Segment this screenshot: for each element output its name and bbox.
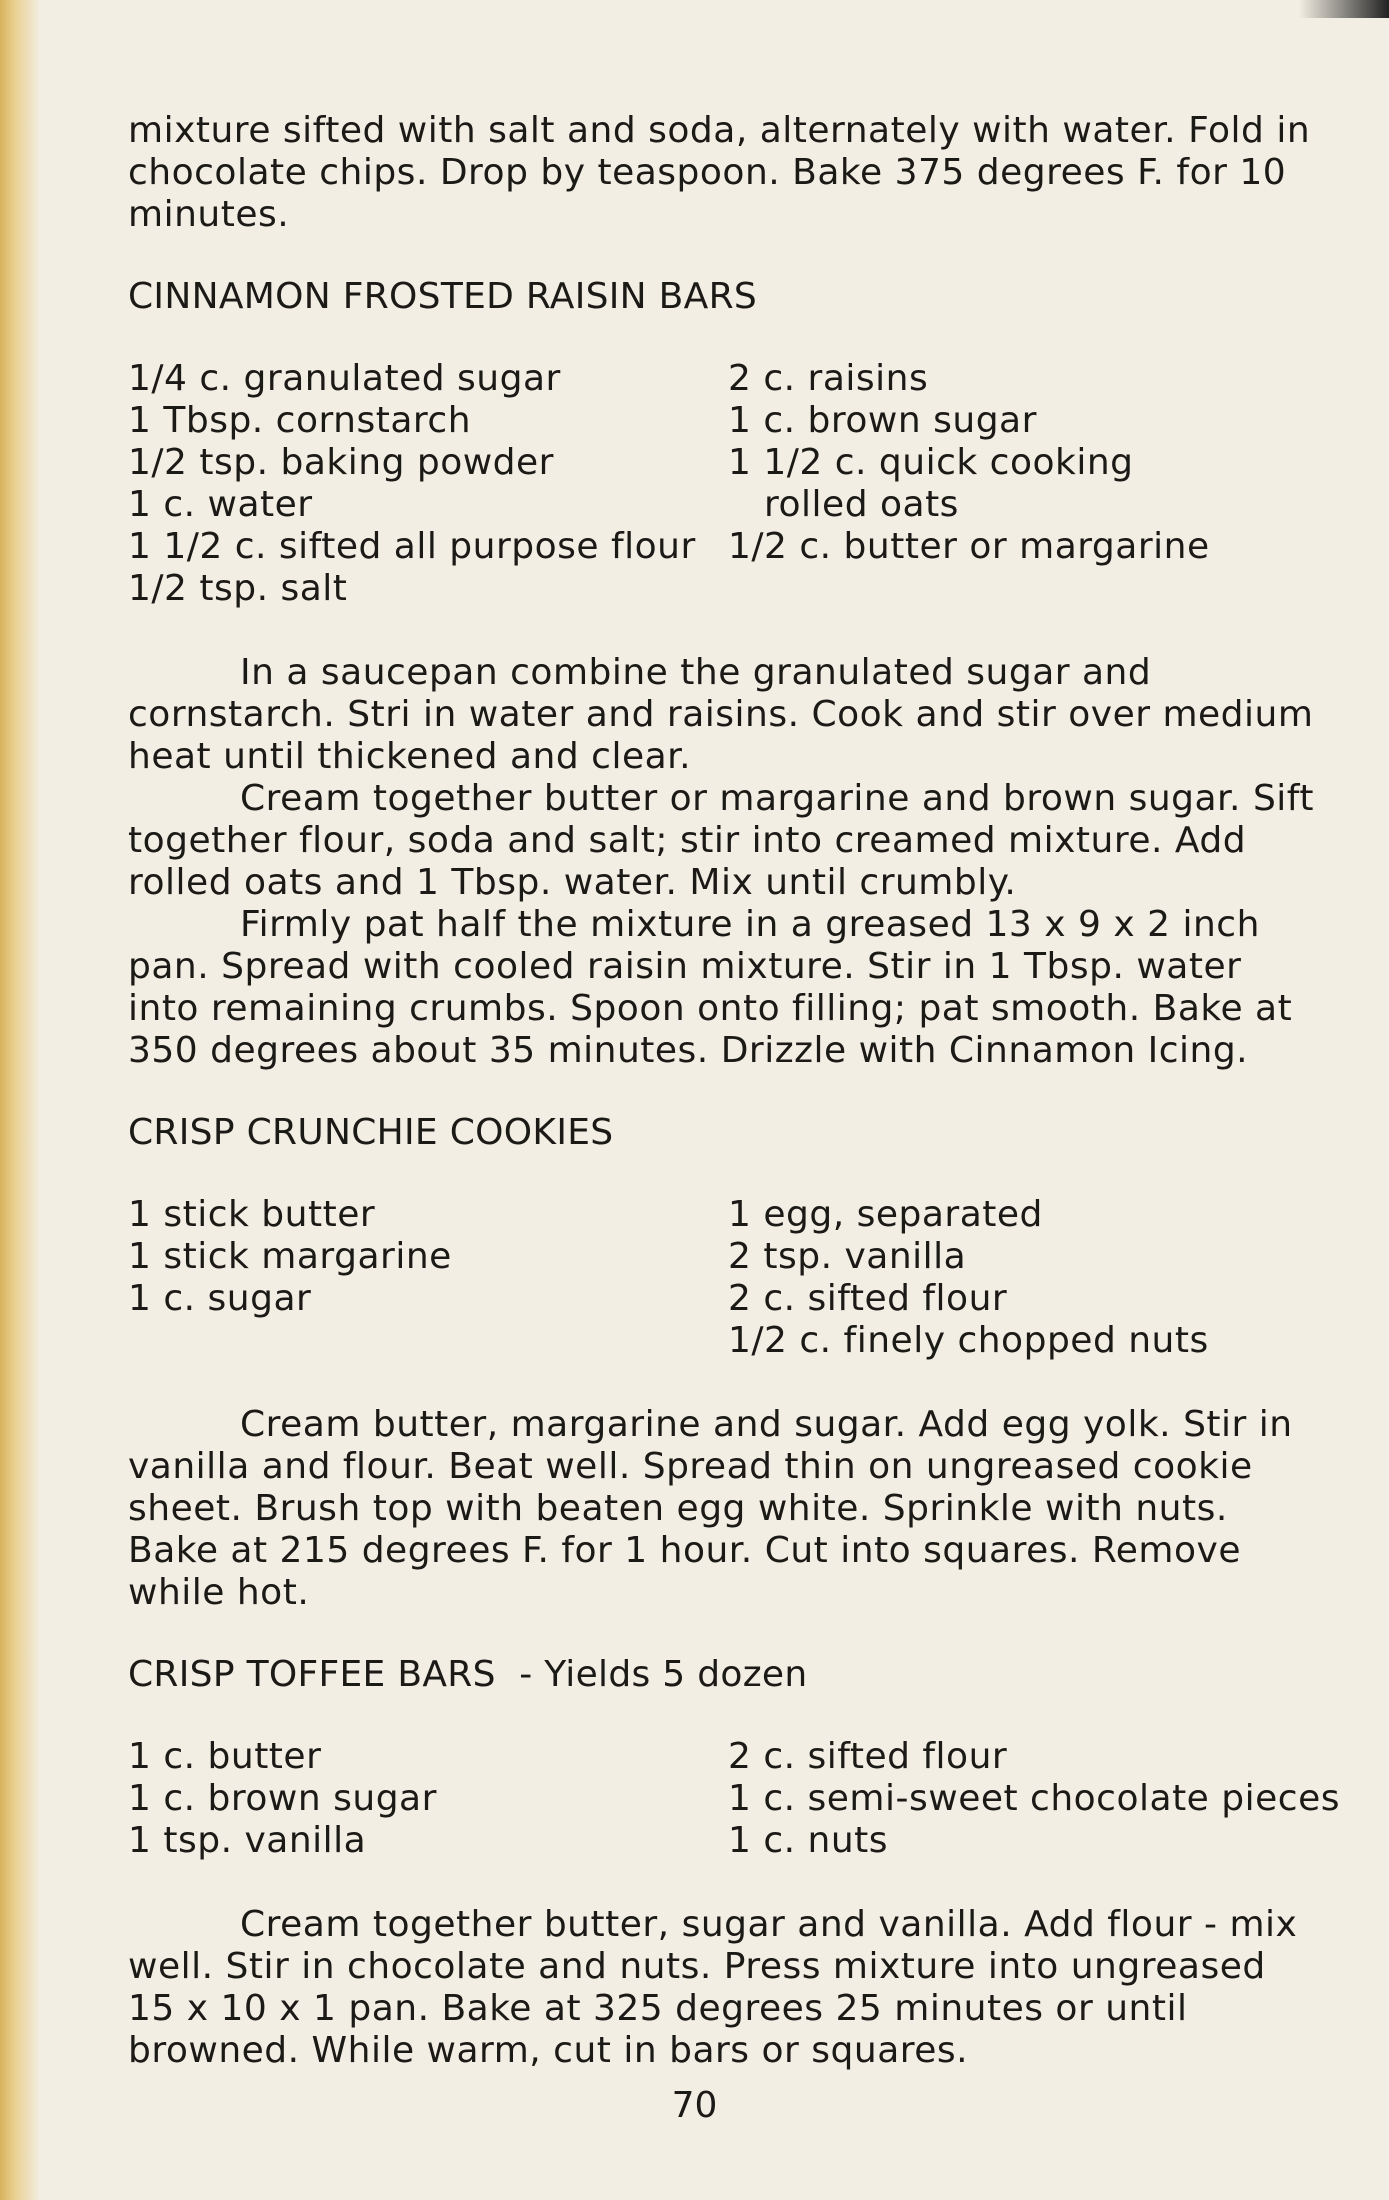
ingredient-column-right: [728, 1194, 1318, 1362]
intro-paragraph: mixture sifted with salt and soda, alternately with water. Fold in chocolate chips. Drop by teaspoon. Bake 375 degrees F. for 10 minutes.: [128, 110, 1311, 235]
instruction-paragraph: Cream butter, margarine and sugar. Add egg yolk. Stir in vanilla and flour. Beat well. Spread thin on ungreased cookie sheet. Brush top with beaten egg white. Sprinkle with nuts. Bake at 215 degrees F. for 1 hour. Cut into squares. Remove while hot.: [128, 1404, 1293, 1613]
ingredient-column-right: [728, 1736, 1340, 1862]
ingredient: 1 1/2 c. quick cooking: [728, 442, 1134, 483]
ingredient: 1/2 c. finely chopped nuts: [728, 1320, 1209, 1361]
ingredient: 1/2 tsp. baking powder: [128, 442, 554, 483]
ingredient: 1 c. brown sugar: [128, 1778, 437, 1819]
instruction-paragraph: Cream together butter, sugar and vanilla. Add flour - mix well. Stir in chocolate and nuts. Press mixture into ungreased 15 x 10 x 1 pan. Bake at 325 degrees 25 minutes or until browned. While warm, cut in bars or squares.: [128, 1904, 1298, 2071]
instruction-paragraph: Cream together butter or margarine and brown sugar. Sift together flour, soda and salt; stir into creamed mixture. Add rolled oats and 1 Tbsp. water. Mix until crumbly.: [128, 778, 1314, 903]
ingredient: 1/2 c. butter or margarine: [728, 526, 1210, 567]
ingredient-column-left: [128, 1736, 728, 1862]
ingredient: 2 c. raisins: [728, 358, 929, 399]
ingredient-list: [128, 1194, 1318, 1362]
ingredient-list: [128, 1736, 1340, 1862]
recipe-title: CRISP CRUNCHIE COOKIES: [128, 1112, 614, 1153]
ingredient-column-left: [128, 1194, 728, 1362]
recipe-crisp-toffee-bars: [128, 1654, 1340, 2072]
ingredient: 1 stick butter: [128, 1194, 376, 1235]
ingredient-list: [128, 358, 1318, 610]
ingredient: 1 c. semi-sweet chocolate pieces: [728, 1778, 1340, 1819]
ingredient: 1 c. butter: [128, 1736, 322, 1777]
ingredient: 2 c. sifted flour: [728, 1736, 1008, 1777]
recipe-title: CRISP TOFFEE BARS - Yields 5 dozen: [128, 1654, 808, 1695]
cookbook-page: [128, 110, 1340, 2072]
ingredient: 1 c. sugar: [128, 1278, 312, 1319]
ingredient: 1/2 tsp. salt: [128, 568, 348, 609]
ingredient: 1 egg, separated: [728, 1194, 1043, 1235]
instruction-paragraph: In a saucepan combine the granulated sugar and cornstarch. Stri in water and raisins. Cook and stir over medium heat until thickened and clear.: [128, 652, 1314, 777]
ingredient: 1 1/2 c. sifted all purpose flour: [128, 526, 696, 567]
page-number: 70: [671, 2085, 718, 2126]
page-edge-shadow: [1299, 0, 1389, 18]
page-edge-left: [0, 0, 40, 2200]
ingredient: 1 c. nuts: [728, 1820, 889, 1861]
ingredient-continuation: rolled oats: [764, 484, 959, 525]
ingredient: 1 tsp. vanilla: [128, 1820, 367, 1861]
recipe-cinnamon-frosted-raisin-bars: [128, 276, 1318, 1072]
ingredient: 1 stick margarine: [128, 1236, 452, 1277]
recipe-title: CINNAMON FROSTED RAISIN BARS: [128, 276, 758, 317]
instruction-paragraph: Firmly pat half the mixture in a greased 13 x 9 x 2 inch pan. Spread with cooled raisin mixture. Stir in 1 Tbsp. water into remaining crumbs. Spoon onto filling; pat smooth. Bake at 350 degrees about 35 minutes. Drizzle with Cinnamon Icing.: [128, 904, 1293, 1071]
ingredient: 1/4 c. granulated sugar: [128, 358, 561, 399]
ingredient-column-right: [728, 358, 1318, 610]
ingredient: 1 c. water: [128, 484, 313, 525]
recipe-crisp-crunchie-cookies: [128, 1112, 1318, 1614]
ingredient-column-left: [128, 358, 728, 610]
ingredient: 2 c. sifted flour: [728, 1278, 1008, 1319]
ingredient: 1 Tbsp. cornstarch: [128, 400, 472, 441]
ingredient: 1 c. brown sugar: [728, 400, 1037, 441]
ingredient: 2 tsp. vanilla: [728, 1236, 967, 1277]
